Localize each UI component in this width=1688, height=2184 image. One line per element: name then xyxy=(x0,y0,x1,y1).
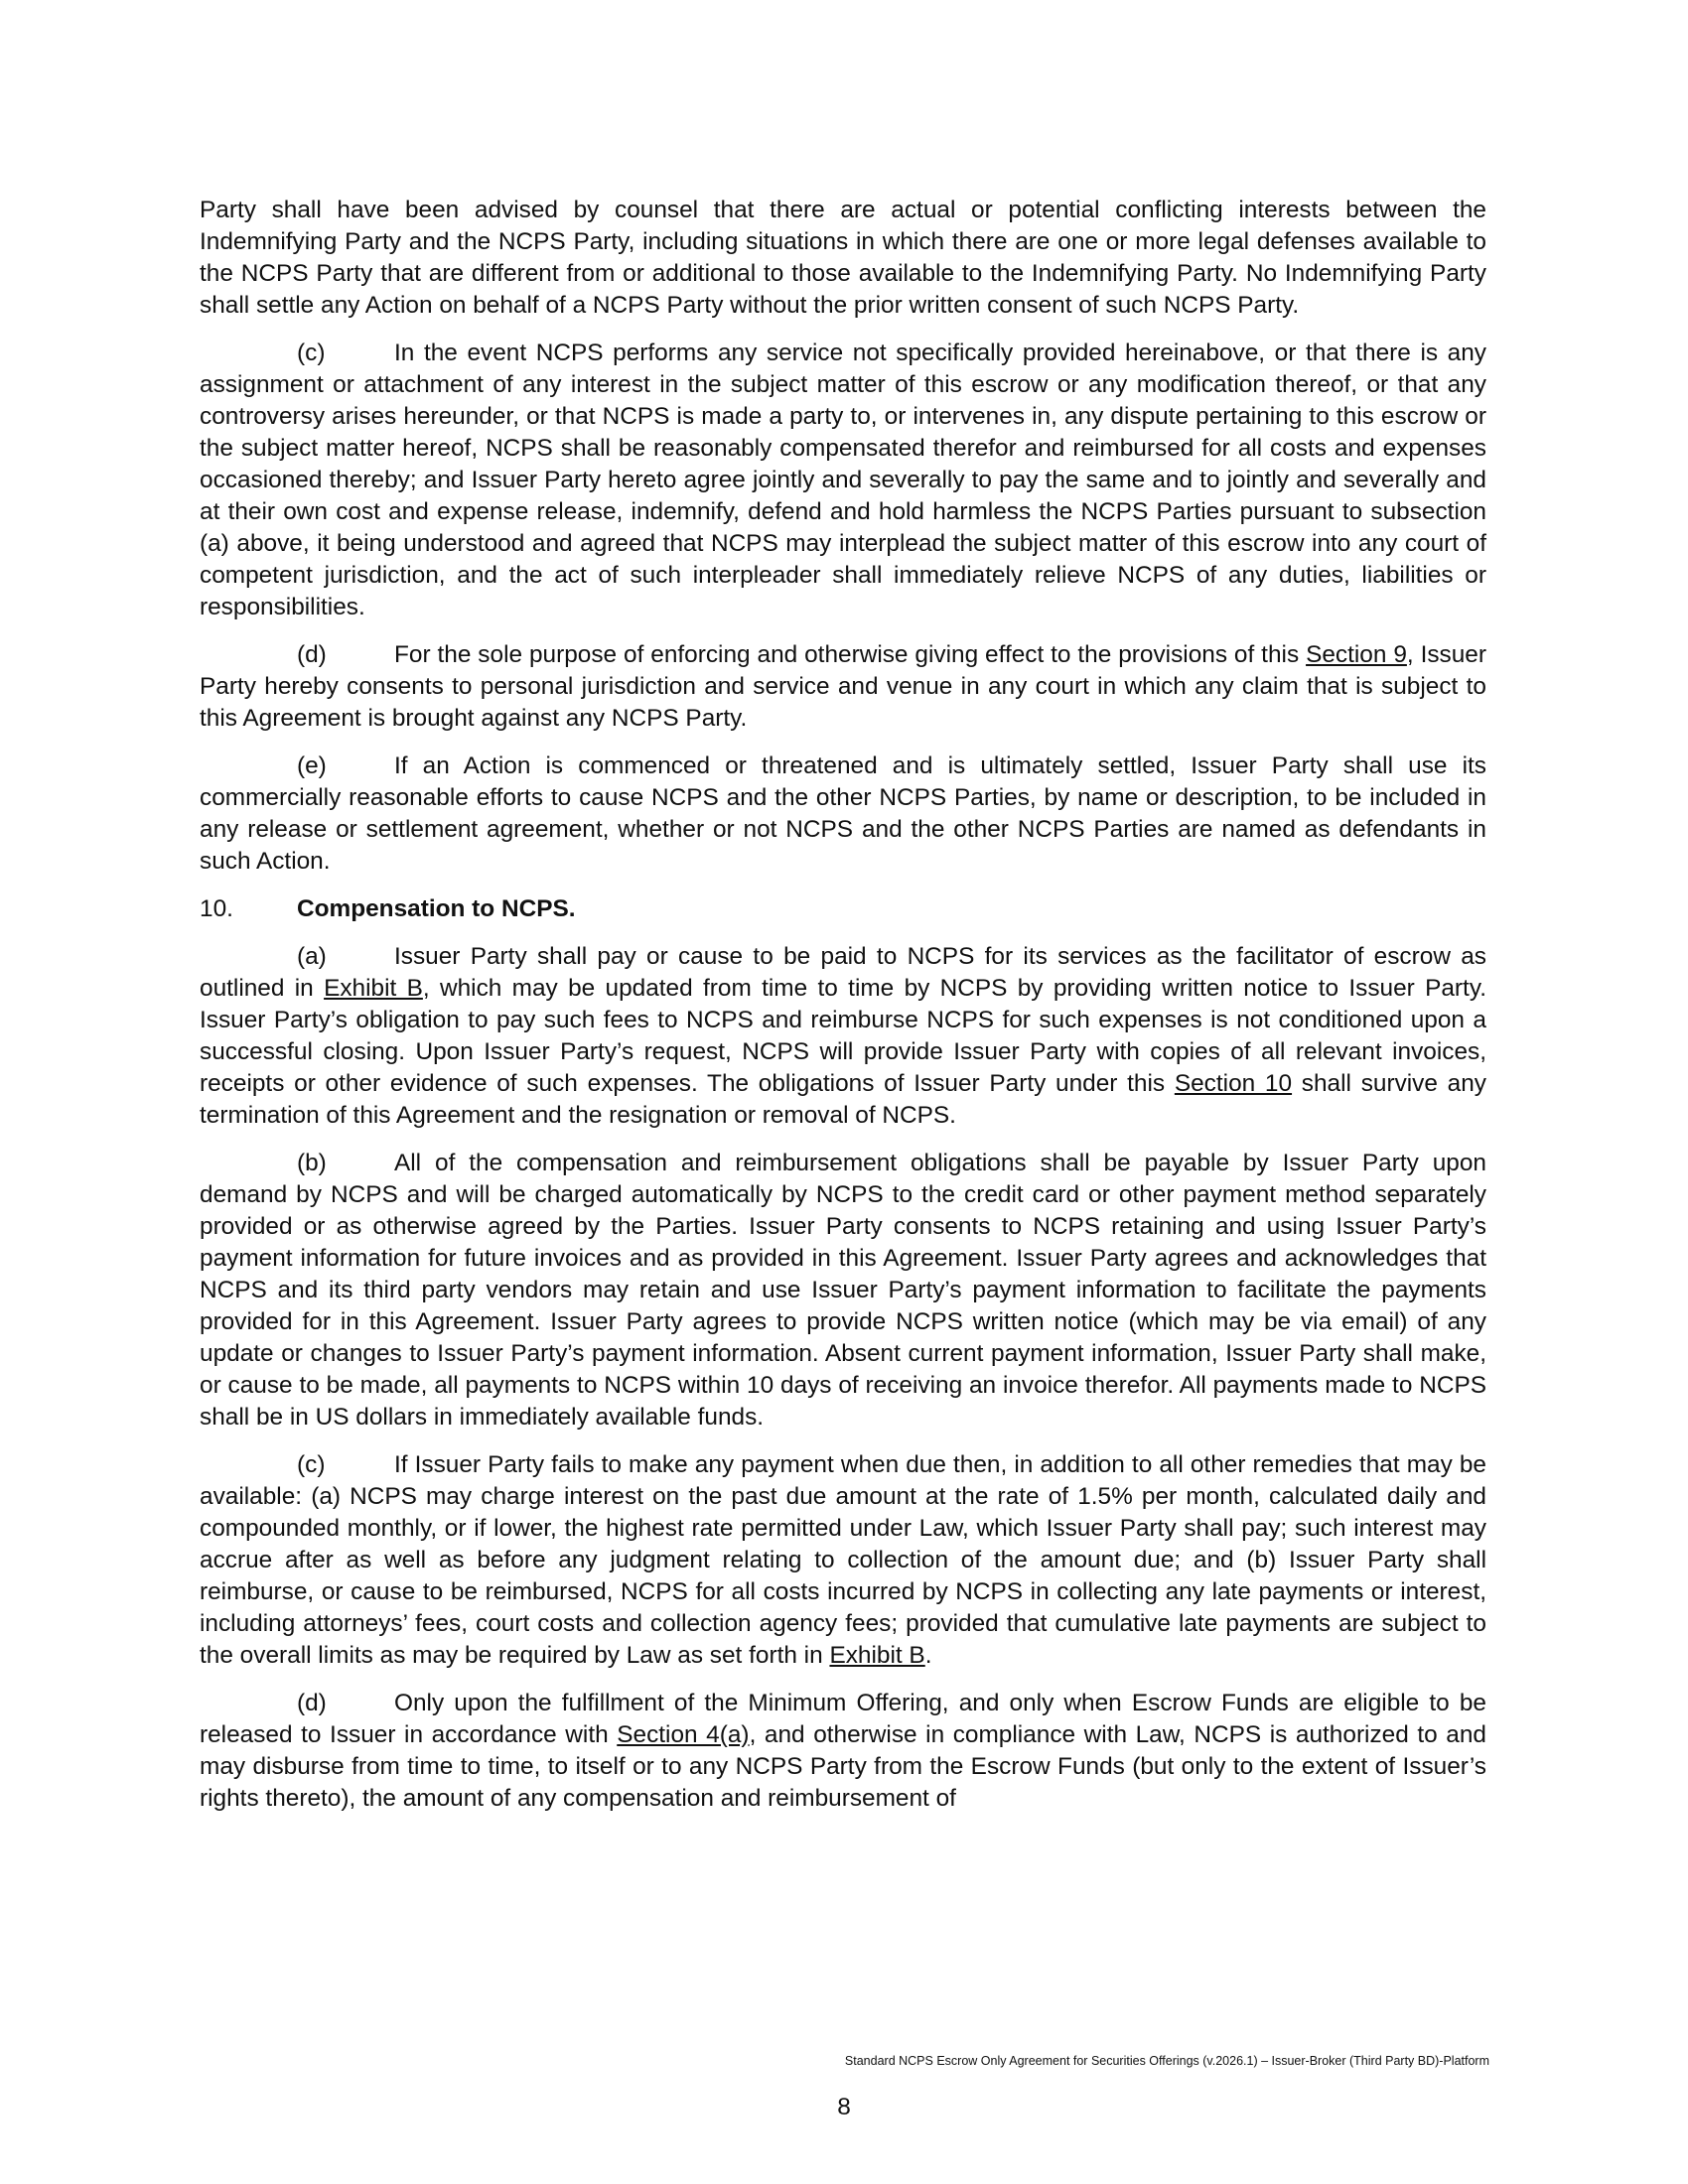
paragraph-text: If an Action is commenced or threatened and is ultimately settled, Issuer Party shall use its commercially reasonable efforts to cause NCPS and the other NCPS Parties, by name or description, to be included in any release or settlement agreement, whether or not NCPS and the other NCPS Parties are named as defendants in such Action. xyxy=(200,752,1486,875)
section-10-heading xyxy=(200,893,1486,925)
section-title: Compensation to NCPS. xyxy=(297,895,576,922)
footer-document-title: Standard NCPS Escrow Only Agreement for Securities Offerings (v.2026.1) – Issuer-Broker (Third Party BD)-Platform xyxy=(844,2054,1489,2068)
subsection-label: (e) xyxy=(297,752,327,779)
subsection-label: (d) xyxy=(297,641,327,668)
section-9-reference: Section 9 xyxy=(1306,641,1407,668)
paragraph-10b xyxy=(200,1148,1486,1433)
paragraph-text: For the sole purpose of enforcing and otherwise giving effect to the provisions of this xyxy=(394,641,1307,668)
subsection-label: (c) xyxy=(297,340,326,366)
section-10-reference: Section 10 xyxy=(1174,1070,1293,1097)
paragraph-text: All of the compensation and reimbursement obligations shall be payable by Issuer Party upon demand by NCPS and will be charged automatically by NCPS to the credit card or other payment method separately provided or as otherwise agreed by the Parties. Issuer Party consents to NCPS retaining and using Issuer Party’s payment information for future invoices and as provided in this Agreement. Issuer Party agrees and acknowledges that NCPS and its third party vendors may retain and use Issuer Party’s payment information to facilitate the payments provided for in this Agreement. Issuer Party agrees to provide NCPS written notice (which may be via email) of any update or changes to Issuer Party’s payment information. Absent current payment information, Issuer Party shall make, or cause to be made, all payments to NCPS within 10 days of receiving an invoice therefor. All payments made to NCPS shall be in US dollars in immediately available funds. xyxy=(200,1150,1486,1431)
paragraph-9d xyxy=(200,639,1486,735)
paragraph-text: If Issuer Party fails to make any payment when due then, in addition to all other remedies that may be available: (a) NCPS may charge interest on the past due amount at the rate of 1.5% per month, calculated daily and compounded monthly, or if lower, the highest rate permitted under Law, which Issuer Party shall pay; such interest may accrue after as well as before any judgment relating to collection of the amount due; and (b) Issuer Party shall reimburse, or cause to be reimbursed, NCPS for all costs incurred by NCPS in collecting any late payments or interest, including attorneys’ fees, court costs and collection agency fees; provided that cumulative late payments are subject to the overall limits as may be required by Law as set forth in xyxy=(200,1451,1486,1669)
paragraph-10c xyxy=(200,1449,1486,1672)
paragraph-10d xyxy=(200,1688,1486,1815)
subsection-label: (c) xyxy=(297,1451,326,1478)
paragraph-text: , Issuer Party hereby consents to personal jurisdiction and service and venue in any court in which any claim that is subject to this Agreement is brought against any NCPS Party. xyxy=(200,641,1486,732)
paragraph-text: , and otherwise in compliance with Law, NCPS is authorized to and may disburse from time to time, to itself or to any NCPS Party from the Escrow Funds (but only to the extent of Issuer’s rights thereto), the amount of any compensation and reimbursement of xyxy=(200,1721,1486,1812)
paragraph-text: . xyxy=(924,1642,932,1669)
exhibit-b-reference: Exhibit B xyxy=(324,975,423,1002)
paragraph-text: , which may be updated from time to time by NCPS by providing written notice to Issuer Party. Issuer Party’s obligation to pay such fees to NCPS and reimburse NCPS for such expenses is not conditioned upon a successful closing. Upon Issuer Party’s request, NCPS will provide Issuer Party with copies of all relevant invoices, receipts or other evidence of such expenses. The obligations of Issuer Party under this xyxy=(200,975,1486,1097)
subsection-label: (a) xyxy=(297,943,327,970)
section-number: 10. xyxy=(200,895,233,922)
document-body xyxy=(200,195,1486,1831)
subsection-label: (d) xyxy=(297,1690,327,1716)
paragraph-9e xyxy=(200,751,1486,878)
paragraph-text: shall survive any termination of this Agreement and the resignation or removal of NCPS. xyxy=(200,1070,1487,1129)
section-4a-reference: Section 4(a) xyxy=(617,1721,750,1748)
paragraph-text: Only upon the fulfillment of the Minimum Offering, and only when Escrow Funds are eligible to be released to Issuer in accordance with xyxy=(200,1690,1486,1748)
paragraph-10a xyxy=(200,941,1486,1132)
page-number: 8 xyxy=(837,2094,851,2120)
paragraph-text: Issuer Party shall pay or cause to be paid to NCPS for its services as the facilitator of escrow as outlined in xyxy=(200,943,1486,1002)
exhibit-b-reference: Exhibit B xyxy=(829,1642,925,1669)
paragraph-intro: Party shall have been advised by counsel that there are actual or potential conflicting interests between the Indemnifying Party and the NCPS Party, including situations in which there are one or more legal defenses available to the NCPS Party that are different from or additional to those available to the Indemnifying Party. No Indemnifying Party shall settle any Action on behalf of a NCPS Party without the prior written consent of such NCPS Party. xyxy=(200,197,1486,319)
paragraph-text: In the event NCPS performs any service not specifically provided hereinabove, or that there is any assignment or attachment of any interest in the subject matter of this escrow or any modification thereof, or that any controversy arises hereunder, or that NCPS is made a party to, or intervenes in, any dispute pertaining to this escrow or the subject matter hereof, NCPS shall be reasonably compensated therefor and reimbursed for all costs and expenses occasioned thereby; and Issuer Party hereto agree jointly and severally to pay the same and to jointly and severally and at their own cost and expense release, indemnify, defend and hold harmless the NCPS Parties pursuant to subsection (a) above, it being understood and agreed that NCPS may interplead the subject matter of this escrow into any court of competent jurisdiction, and the act of such interpleader shall immediately relieve NCPS of any duties, liabilities or responsibilities. xyxy=(200,340,1486,620)
paragraph-9c xyxy=(200,338,1486,623)
subsection-label: (b) xyxy=(297,1150,327,1176)
